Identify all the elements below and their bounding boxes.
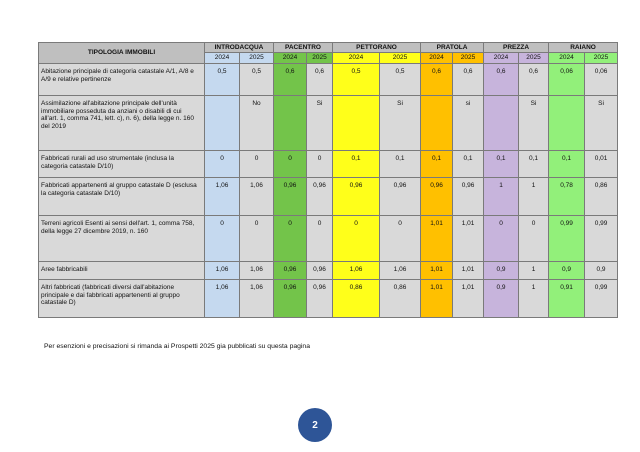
value-cell — [484, 96, 519, 151]
value-cell: 0,96 — [274, 178, 307, 216]
value-cell — [549, 96, 585, 151]
value-cell: 0,5 — [380, 64, 421, 96]
value-cell: 1 — [519, 280, 549, 318]
value-cell: 0,96 — [333, 178, 380, 216]
row-label-fabbricati-rurali: Fabbricati rurali ad uso strumentale (inclusa la categoria catastale D/10) — [39, 151, 205, 178]
row-label-assimilazione: Assimilazione all'abitazione principale dell'unità immobiliare posseduta da anziani o disabili di cui all'art. 1, comma 741, lett. c), n. 6), della legge n. 160 del 2019 — [39, 96, 205, 151]
row-label-altri-fabbricati: Altri fabbricati (fabbricati diversi dall'abitazione principale e dai fabbricati appartenenti al gruppo catastale D) — [39, 280, 205, 318]
value-cell: 0 — [274, 216, 307, 262]
value-cell: 0,6 — [453, 64, 484, 96]
row-label-aree-fabbricabili: Aree fabbricabili — [39, 262, 205, 280]
value-cell: 0,6 — [421, 64, 453, 96]
column-header-tipologia: TIPOLOGIA IMMOBILI — [39, 43, 205, 64]
table-row — [39, 64, 618, 96]
value-cell: 1 — [484, 178, 519, 216]
value-cell — [333, 96, 380, 151]
value-cell: 0,96 — [307, 178, 333, 216]
value-cell: 1,01 — [421, 280, 453, 318]
value-cell: si — [453, 96, 484, 151]
value-cell: 0,9 — [585, 262, 618, 280]
value-cell: 0,86 — [333, 280, 380, 318]
value-cell: 0,99 — [585, 280, 618, 318]
value-cell: 0 — [274, 151, 307, 178]
table-row — [39, 280, 618, 318]
value-cell: 0,5 — [333, 64, 380, 96]
year-header-2024: 2024 — [333, 53, 380, 64]
value-cell: 0,1 — [484, 151, 519, 178]
value-cell: Si — [585, 96, 618, 151]
year-header-2025: 2025 — [453, 53, 484, 64]
value-cell: 0,1 — [519, 151, 549, 178]
value-cell: 0,96 — [421, 178, 453, 216]
value-cell: 1,01 — [421, 216, 453, 262]
value-cell: 1,06 — [205, 262, 240, 280]
row-label-terreni-agricoli: Terreni agricoli Esenti ai sensi dell'art. 1, comma 758, della legge 27 dicembre 2019, n. 160 — [39, 216, 205, 262]
value-cell — [421, 96, 453, 151]
value-cell: 0,1 — [421, 151, 453, 178]
year-header-2024: 2024 — [484, 53, 519, 64]
value-cell: 0 — [205, 151, 240, 178]
value-cell: 0 — [519, 216, 549, 262]
value-cell: 0,96 — [453, 178, 484, 216]
value-cell: 1,06 — [333, 262, 380, 280]
value-cell: 1,06 — [240, 178, 274, 216]
value-cell: 0 — [380, 216, 421, 262]
value-cell: Si — [519, 96, 549, 151]
value-cell: 0,06 — [549, 64, 585, 96]
value-cell: 0,9 — [549, 262, 585, 280]
table-row — [39, 151, 618, 178]
value-cell: 0 — [307, 151, 333, 178]
value-cell — [274, 96, 307, 151]
value-cell: 0,1 — [380, 151, 421, 178]
value-cell: 1,01 — [453, 280, 484, 318]
column-header-introdacqua: INTRODACQUA — [205, 43, 274, 53]
value-cell: 0,96 — [380, 178, 421, 216]
value-cell: 0,6 — [519, 64, 549, 96]
year-header-2025: 2025 — [307, 53, 333, 64]
value-cell: 1,01 — [421, 262, 453, 280]
value-cell: 1 — [519, 262, 549, 280]
value-cell: 0,96 — [307, 280, 333, 318]
value-cell: No — [240, 96, 274, 151]
year-header-2025: 2025 — [380, 53, 421, 64]
value-cell: 0,01 — [585, 151, 618, 178]
column-header-pratola: PRATOLA — [421, 43, 484, 53]
value-cell: 0 — [484, 216, 519, 262]
year-header-2025: 2025 — [519, 53, 549, 64]
year-header-2024: 2024 — [205, 53, 240, 64]
value-cell: 0,1 — [333, 151, 380, 178]
value-cell: 0 — [307, 216, 333, 262]
value-cell: 0,6 — [307, 64, 333, 96]
value-cell: 0,6 — [274, 64, 307, 96]
row-label-gruppo-d: Fabbricati appartenenti al gruppo catastale D (esclusa la categoria catastale D/10) — [39, 178, 205, 216]
value-cell: 0,96 — [274, 262, 307, 280]
value-cell: 0,99 — [585, 216, 618, 262]
value-cell: 0,1 — [453, 151, 484, 178]
value-cell: 0,6 — [484, 64, 519, 96]
value-cell: 1,06 — [205, 178, 240, 216]
value-cell: 0,91 — [549, 280, 585, 318]
value-cell: 0,86 — [585, 178, 618, 216]
page-number: 2 — [312, 419, 318, 431]
value-cell: 0 — [240, 151, 274, 178]
value-cell: 1,06 — [205, 280, 240, 318]
value-cell: 0,06 — [585, 64, 618, 96]
column-header-raiano: RAIANO — [549, 43, 618, 53]
value-cell: 0,9 — [484, 280, 519, 318]
value-cell — [205, 96, 240, 151]
value-cell: 1,06 — [380, 262, 421, 280]
footnote: Per esenzioni e precisazioni si rimanda ai Prospetti 2025 gia pubblicati su questa pagina — [44, 343, 310, 350]
value-cell: 0 — [333, 216, 380, 262]
value-cell: 0,99 — [549, 216, 585, 262]
value-cell: 1,06 — [240, 262, 274, 280]
value-cell: 0,1 — [549, 151, 585, 178]
year-header-2025: 2025 — [585, 53, 618, 64]
value-cell: 0,86 — [380, 280, 421, 318]
table-row — [39, 178, 618, 216]
column-header-pettorano: PETTORANO — [333, 43, 421, 53]
table-row — [39, 216, 618, 262]
value-cell: 0,5 — [205, 64, 240, 96]
year-header-2024: 2024 — [421, 53, 453, 64]
value-cell: Si — [380, 96, 421, 151]
value-cell: 0 — [240, 216, 274, 262]
value-cell: 1,01 — [453, 262, 484, 280]
value-cell: 0,9 — [484, 262, 519, 280]
value-cell: 0,96 — [307, 262, 333, 280]
value-cell: 1,06 — [240, 280, 274, 318]
column-header-prezza: PREZZA — [484, 43, 549, 53]
value-cell: 0,96 — [274, 280, 307, 318]
year-header-2024: 2024 — [274, 53, 307, 64]
table-row — [39, 96, 618, 151]
value-cell: 1,01 — [453, 216, 484, 262]
municipality-header-row — [39, 43, 618, 53]
value-cell: 0,5 — [240, 64, 274, 96]
value-cell: 0 — [205, 216, 240, 262]
page-number-badge — [298, 408, 332, 442]
value-cell: Si — [307, 96, 333, 151]
year-header-2024: 2024 — [549, 53, 585, 64]
value-cell: 1 — [519, 178, 549, 216]
year-header-2025: 2025 — [240, 53, 274, 64]
table-row — [39, 262, 618, 280]
row-label-abitazione-principale: Abitazione principale di categoria catastale A/1, A/8 e A/9 e relative pertinenze — [39, 64, 205, 96]
value-cell: 0,78 — [549, 178, 585, 216]
column-header-pacentro: PACENTRO — [274, 43, 333, 53]
imu-rates-table — [38, 42, 618, 318]
